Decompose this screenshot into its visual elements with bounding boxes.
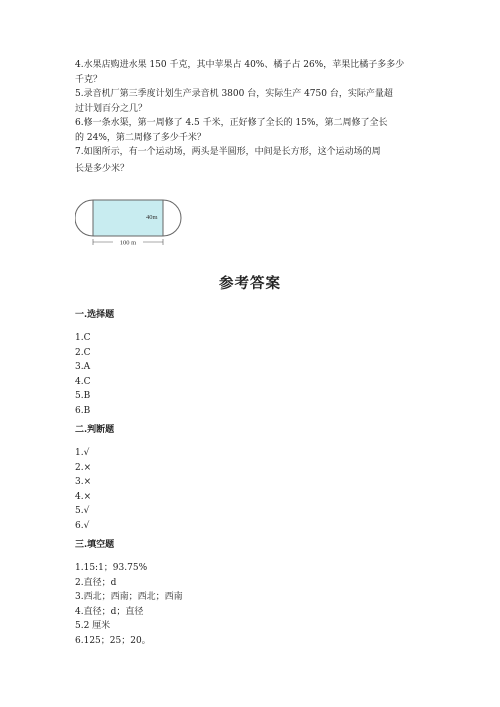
answer-item: 1.15:1；93.75%	[75, 563, 148, 573]
track-right-semicircle	[163, 200, 181, 236]
answer-item: 6.B	[75, 405, 91, 416]
answer-item: 5.2 厘米	[75, 621, 111, 631]
section-heading-choice: 一.选择题	[75, 310, 115, 320]
question-7-continuation	[75, 162, 129, 177]
question-6-line-1: 6.修一条水渠，第一周修了 4.5 千米，正好修了全长的 15%，第二周修了全长	[75, 118, 388, 128]
answer-item: 5.B	[75, 391, 91, 401]
answer-item: 2.直径；d	[75, 577, 117, 588]
answer-item: 4.×	[75, 491, 92, 502]
answer-item: 3.A	[75, 362, 91, 372]
width-label: 40m	[146, 214, 158, 221]
answer-title: 参考答案	[219, 275, 281, 292]
question-4-line-1: 4.水果店购进水果 150 千克，其中苹果占 40%、橘子占 26%，苹果比橘子多多少	[75, 60, 405, 70]
question-5-line-2: 过计划百分之几？	[75, 103, 148, 114]
choice-answers	[75, 331, 90, 418]
section-heading-judgment: 二.判断题	[75, 425, 115, 435]
question-5-line-1: 5.录音机厂第三季度计划生产录音机 3800 台，实际生产 4750 台，实际产量超	[75, 89, 393, 99]
section-heading-fill: 三.填空题	[75, 540, 115, 550]
answer-item: 3.×	[75, 477, 92, 487]
answer-item: 3.西北；西南；西北；西南	[75, 592, 183, 602]
judgment-answers	[75, 446, 91, 533]
track-left-semicircle	[75, 200, 93, 236]
answer-item: 5.√	[75, 506, 90, 516]
answer-item: 6.125；25；20。	[75, 635, 151, 646]
answer-item: 1.√	[75, 448, 90, 458]
answer-item: 4.直径；d；直径	[75, 606, 144, 617]
fill-answers	[75, 561, 183, 648]
answer-item: 1.C	[75, 333, 91, 343]
question-7-line-2: 长是多少米？	[75, 164, 130, 174]
question-list	[75, 58, 435, 160]
answer-item: 2.×	[75, 462, 92, 473]
answer-item: 6.√	[75, 520, 90, 531]
track-figure	[75, 196, 185, 254]
length-label: 100 m	[119, 239, 137, 247]
answer-item: 4.C	[75, 376, 91, 387]
question-6-line-2: 的 24%，第二周修了多少千米？	[75, 132, 206, 143]
track-diagram	[75, 196, 185, 250]
question-4-line-2: 千克？	[75, 74, 103, 85]
question-7-line-1: 7.如图所示，有一个运动场，两头是半圆形，中间是长方形，这个运动场的周	[75, 147, 381, 157]
answer-item: 2.C	[75, 347, 91, 358]
